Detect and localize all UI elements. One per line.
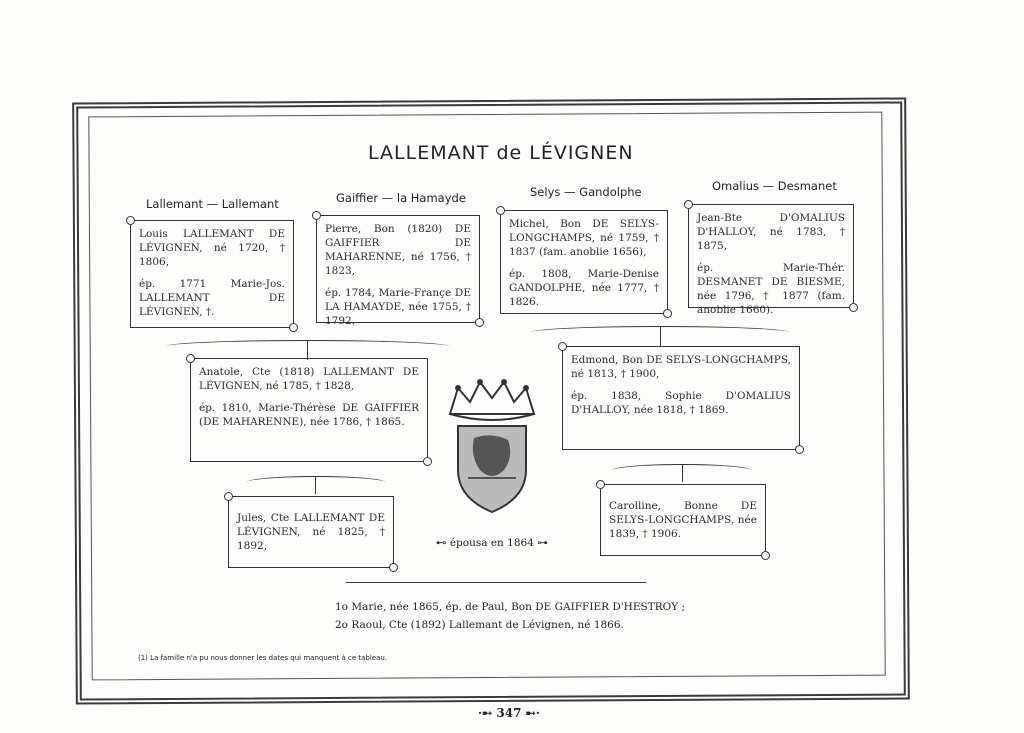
divider xyxy=(346,582,646,583)
parents-box-lallemant xyxy=(190,358,428,462)
ancestor-husband: Michel, Bon DE SELYS-LONGCHAMPS, né 1759, † 1837 (fam. anoblie 1656), xyxy=(509,218,659,258)
stem-left-gen2 xyxy=(315,476,316,494)
column-head-selys: Selys — Gandolphe xyxy=(530,185,642,199)
marriage-note: ⊷ épousa en 1864 ⊶ xyxy=(436,537,548,549)
ancestor-box-gaiffier xyxy=(316,215,480,327)
brace-left-gen2 xyxy=(246,476,386,489)
child-jules: Jules, Cte LALLEMANT DE LÉVIGNEN, né 1825, † 1892, xyxy=(237,512,385,552)
ancestor-husband: Pierre, Bon (1820) DE GAIFFIER DE MAHARENNE, né 1756, † 1823, xyxy=(325,223,471,277)
ancestor-husband: Jean-Bte D'OMALIUS D'HALLOY, né 1783, † 1875, xyxy=(697,212,845,252)
page-number: ·➸ 347 ➸· xyxy=(478,706,540,720)
children-list xyxy=(335,598,685,634)
page-title: LALLEMANT de LÉVIGNEN xyxy=(368,142,634,164)
child-box-jules xyxy=(228,496,394,568)
stem-right-gen1 xyxy=(660,326,661,346)
stem-left-gen1 xyxy=(307,340,308,360)
parent-husband: Anatole, Cte (1818) LALLEMANT DE LÉVIGNEN, né 1785, † 1828, xyxy=(199,366,419,392)
child-box-caroline xyxy=(600,484,766,556)
parent-wife: ép. 1810, Marie-Thérèse DE GAIFFIER (DE MAHARENNE), née 1786, † 1865. xyxy=(199,402,419,428)
column-head-gaiffier: Gaiffier — la Hamayde xyxy=(336,191,466,205)
parent-wife: ép. 1838, Sophie D'OMALIUS D'HALLOY, née 1818, † 1869. xyxy=(571,390,791,416)
coat-of-arms xyxy=(444,378,540,518)
ancestor-box-selys xyxy=(500,210,668,314)
ancestor-wife: ép. 1784, Marie-Françe DE LA HAMAYDE, née 1755, † 1792. xyxy=(325,287,471,327)
stem-right-gen2 xyxy=(682,464,683,482)
ancestor-box-lallemant xyxy=(130,220,294,328)
child-caroline: Carolline, Bonne DE SELYS-LONGCHAMPS, née 1839, † 1906. xyxy=(609,500,757,540)
parents-box-selys xyxy=(562,346,800,450)
parent-husband: Edmond, Bon DE SELYS-LONGCHAMPS, né 1813, † 1900, xyxy=(571,354,791,380)
ancestor-box-omalius xyxy=(688,204,854,316)
column-head-lallemant: Lallemant — Lallemant xyxy=(146,197,279,211)
column-head-omalius: Omalius — Desmanet xyxy=(712,179,837,193)
ancestor-wife: ép. Marie-Thér. DESMANET DE BIESME, née 1796, † 1877 (fam. anoblie 1660). xyxy=(697,262,845,316)
footnote: (1) La famille n'a pu nous donner les dates qui manquent à ce tableau. xyxy=(138,654,388,662)
child-item: 1o Marie, née 1865, ép. de Paul, Bon DE GAIFFIER D'HESTROY ; xyxy=(335,601,686,613)
ancestor-wife: ép. 1808, Marie-Denise GANDOLPHE, née 1777, † 1826. xyxy=(509,268,659,308)
ancestor-wife: ép. 1771 Marie-Jos. LALLEMANT DE LÉVIGNEN, †. xyxy=(139,278,285,318)
ancestor-husband: Louis LALLEMANT DE LÉVIGNEN, né 1720, † 1806, xyxy=(139,228,285,268)
child-item: 2o Raoul, Cte (1892) Lallemant de Lévignen, né 1866. xyxy=(335,619,624,631)
